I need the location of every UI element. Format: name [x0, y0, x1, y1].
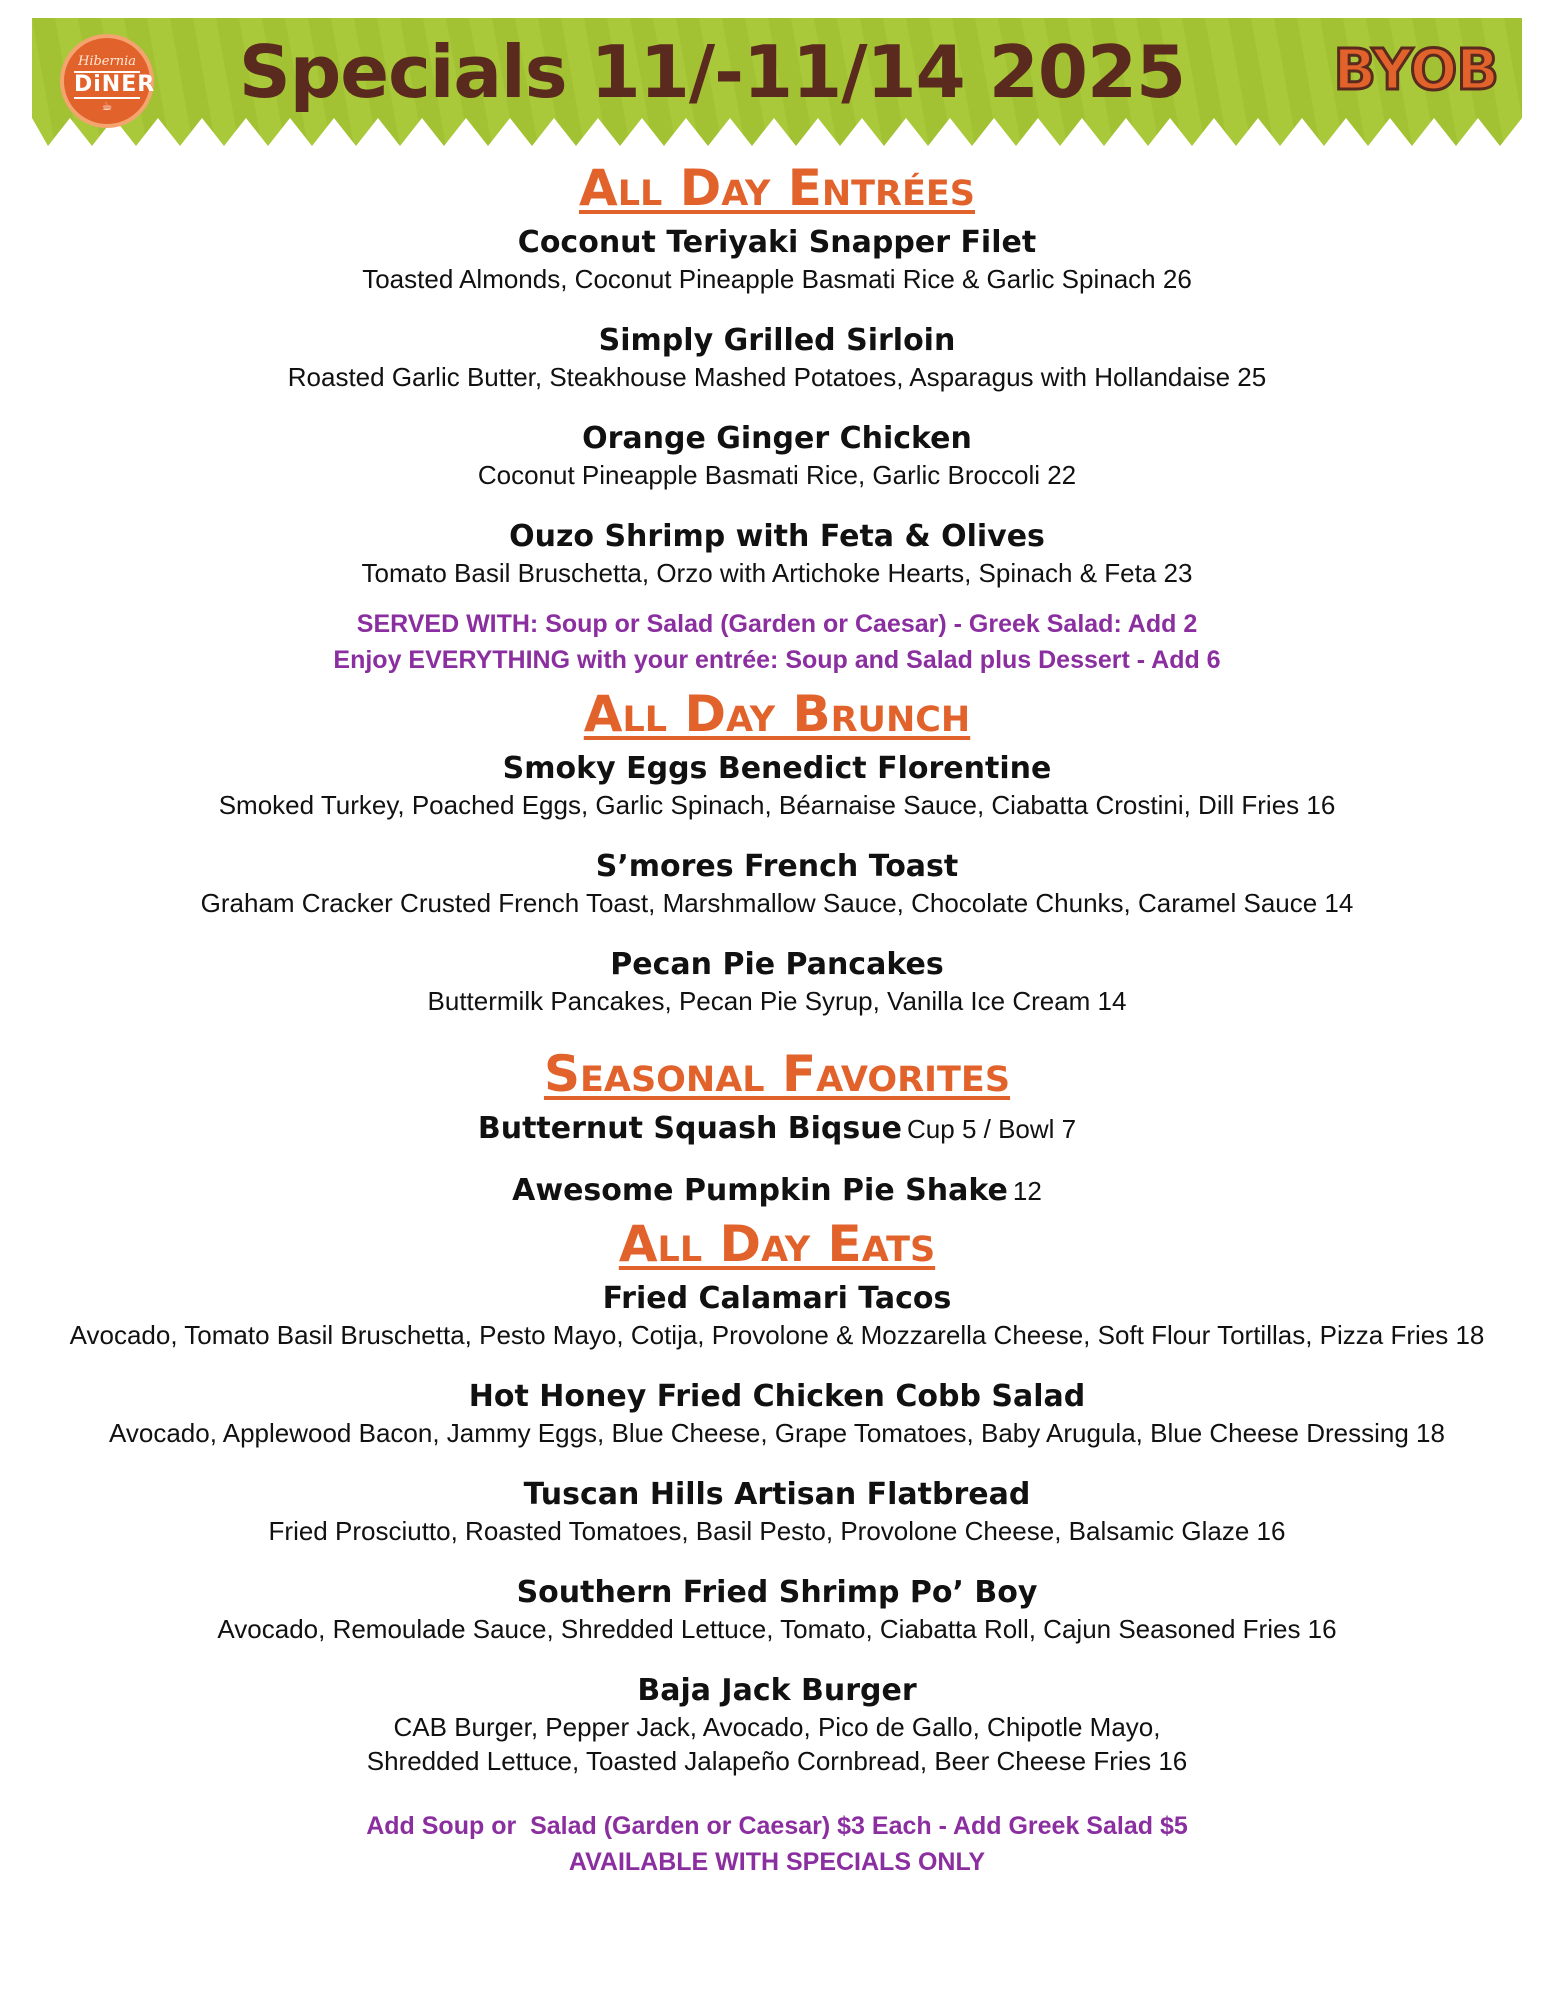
menu-item [0, 1476, 1554, 1548]
item-description: Roasted Garlic Butter, Steakhouse Mashed Potatoes, Asparagus with Hollandaise 25 [287, 362, 1267, 392]
section-title: All Day Eats [618, 1215, 936, 1273]
logo-script-text: Hibernia [77, 54, 136, 69]
menu-item [0, 1378, 1554, 1450]
item-name: Pecan Pie Pancakes [610, 947, 944, 982]
item-name: Southern Fried Shrimp Po’ Boy [516, 1575, 1038, 1610]
menu-item [0, 946, 1554, 1018]
section-title: All Day Entrées [579, 159, 975, 217]
menu-item [0, 848, 1554, 920]
menu-item [0, 1280, 1554, 1352]
section-title: All Day Brunch [583, 685, 971, 743]
item-description: CAB Burger, Pepper Jack, Avocado, Pico de Gallo, Chipotle Mayo, [393, 1712, 1161, 1742]
item-description: Buttermilk Pancakes, Pecan Pie Syrup, Vanilla Ice Cream 14 [427, 986, 1127, 1016]
item-description: Tomato Basil Bruschetta, Orzo with Artichoke Hearts, Spinach & Feta 23 [361, 558, 1193, 588]
menu-content [0, 158, 1554, 1880]
hibernia-diner-logo [60, 34, 154, 128]
item-price: Cup 5 / Bowl 7 [907, 1114, 1077, 1144]
eats-section [0, 1214, 1554, 1778]
item-description: Avocado, Remoulade Sauce, Shredded Lettuce, Tomato, Ciabatta Roll, Cajun Seasoned Fries 16 [217, 1614, 1337, 1644]
logo-diner-text: DiNER [74, 72, 156, 97]
byob-badge: BYOB [1333, 38, 1498, 103]
seasonal-section [0, 1044, 1554, 1210]
menu-item [0, 1672, 1554, 1778]
menu-item [0, 1574, 1554, 1646]
menu-item [0, 322, 1554, 394]
specials-only-note: AVAILABLE WITH SPECIALS ONLY [568, 1848, 986, 1876]
menu-item [0, 1110, 1554, 1148]
item-price: 12 [1012, 1176, 1042, 1206]
item-description: Fried Prosciutto, Roasted Tomatoes, Basil Pesto, Provolone Cheese, Balsamic Glaze 16 [268, 1516, 1286, 1546]
add-soup-salad-note: Add Soup or Salad (Garden or Caesar) $3 Each - Add Greek Salad $5 [366, 1812, 1188, 1840]
item-name: Awesome Pumpkin Pie Shake [512, 1173, 1008, 1208]
entrees-section [0, 158, 1554, 678]
entree-everything-note: Enjoy EVERYTHING with your entrée: Soup and Salad plus Dessert - Add 6 [333, 646, 1221, 674]
section-title: Seasonal Favorites [543, 1045, 1011, 1103]
item-name: Ouzo Shrimp with Feta & Olives [509, 519, 1045, 554]
header-banner [32, 18, 1522, 146]
entree-served-with-note: SERVED WITH: Soup or Salad (Garden or Caesar) - Greek Salad: Add 2 [356, 610, 1198, 638]
footer-notes [0, 1808, 1554, 1880]
item-description: Smoked Turkey, Poached Eggs, Garlic Spinach, Béarnaise Sauce, Ciabatta Crostini, Dill Fries 16 [218, 790, 1336, 820]
item-name: Coconut Teriyaki Snapper Filet [517, 225, 1037, 260]
item-description: Avocado, Applewood Bacon, Jammy Eggs, Blue Cheese, Grape Tomatoes, Baby Arugula, Blue Cheese Dressing 18 [109, 1418, 1445, 1448]
coffee-cup-icon: ☕ [101, 99, 113, 113]
item-name: Fried Calamari Tacos [602, 1281, 952, 1316]
menu-item [0, 420, 1554, 492]
menu-item [0, 750, 1554, 822]
item-description: Toasted Almonds, Coconut Pineapple Basmati Rice & Garlic Spinach 26 [362, 264, 1192, 294]
menu-item [0, 518, 1554, 590]
item-description-line2: Shredded Lettuce, Toasted Jalapeño Cornbread, Beer Cheese Fries 16 [366, 1746, 1188, 1776]
item-description: Avocado, Tomato Basil Bruschetta, Pesto Mayo, Cotija, Provolone & Mozzarella Cheese, Soft Flour Tortillas, Pizza Fries 18 [69, 1320, 1485, 1350]
item-name: Simply Grilled Sirloin [598, 323, 956, 358]
item-name: S’mores French Toast [595, 849, 959, 884]
item-name: Hot Honey Fried Chicken Cobb Salad [468, 1379, 1086, 1414]
menu-item [0, 1172, 1554, 1210]
item-name: Smoky Eggs Benedict Florentine [502, 751, 1052, 786]
page-title: Specials 11/-11/14 2025 [238, 30, 1186, 114]
menu-item [0, 224, 1554, 296]
item-name: Butternut Squash Biqsue [477, 1111, 902, 1146]
item-name: Orange Ginger Chicken [582, 421, 972, 456]
item-name: Tuscan Hills Artisan Flatbread [523, 1477, 1031, 1512]
item-description: Coconut Pineapple Basmati Rice, Garlic Broccoli 22 [477, 460, 1077, 490]
brunch-section [0, 684, 1554, 1018]
item-description: Graham Cracker Crusted French Toast, Marshmallow Sauce, Chocolate Chunks, Caramel Sauce 14 [200, 888, 1354, 918]
item-name: Baja Jack Burger [637, 1673, 917, 1708]
